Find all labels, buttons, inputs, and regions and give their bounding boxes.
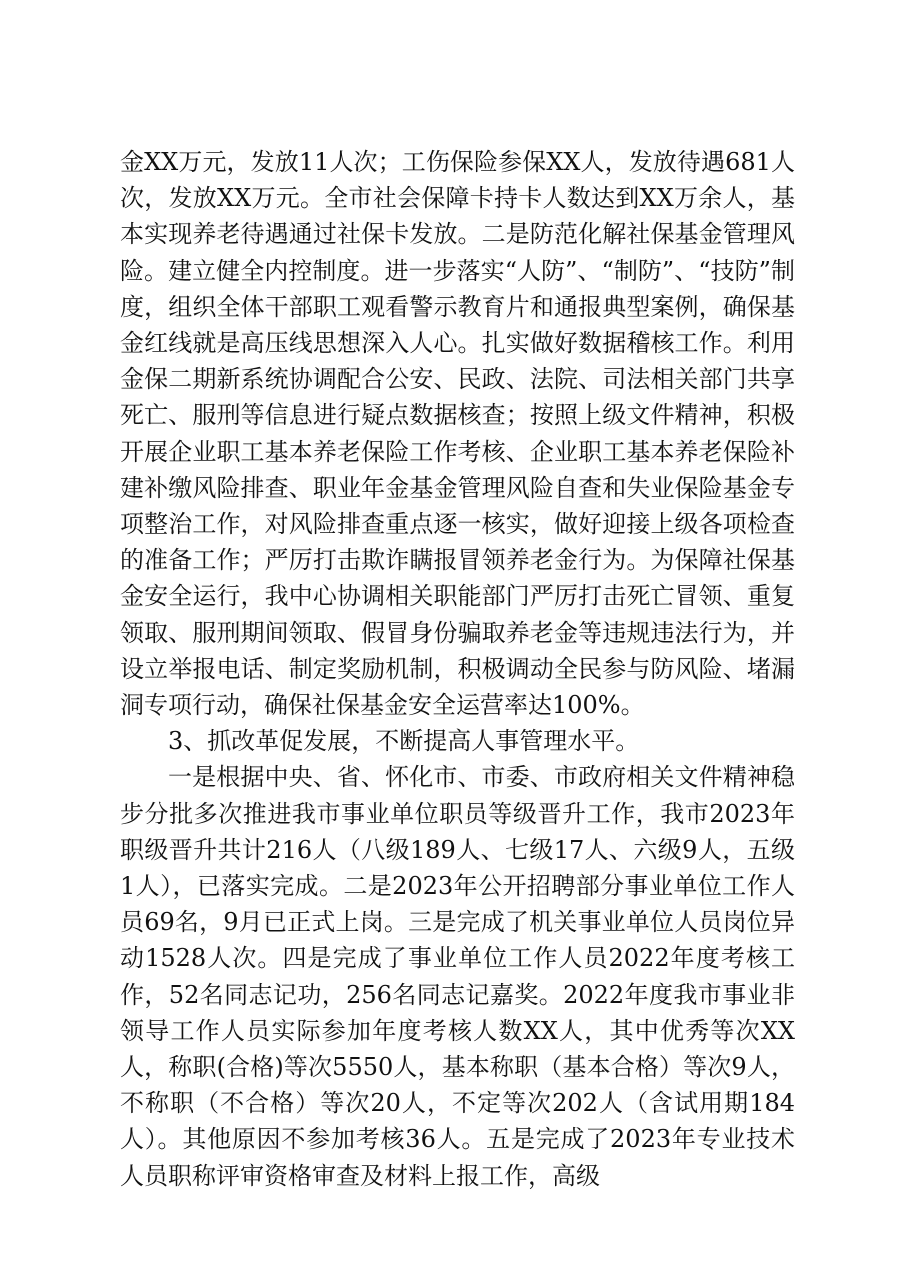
document-body: [120, 144, 795, 1194]
paragraph-personnel-management: 一是根据中央、省、怀化市、市委、市政府相关文件精神稳步分批多次推进我市事业单位职员等级晋升工作，我市2023年职级晋升共计216人（八级189人、七级17人、六级9人，五级1人），已落实完成。二是2023年公开招聘部分事业单位工作人员69名，9月已正式上岗。三是完成了机关事业单位人员岗位异动1528人次。四是完成了事业单位工作人员2022年度考核工作，52名同志记功，256名同志记嘉奖。2022年度我市事业非领导工作人员实际参加年度考核人数XX人，其中优秀等次XX人，称职(合格)等次5550人，基本称职（基本合格）等次9人，不称职（不合格）等次20人，不定等次202人（含试用期184人）。其他原因不参加考核36人。五是完成了2023年专业技术人员职称评审资格审查及材料上报工作，高级: [120, 763, 795, 1190]
section-heading-personnel-reform: 3、抓改革促发展，不断提高人事管理水平。: [168, 727, 640, 756]
paragraph-social-security-fund: 金XX万元，发放11人次；工伤保险参保XX人，发放待遇681人次，发放XX万元。全市社会保障卡持卡人数达到XX万余人，基本实现养老待遇通过社保卡发放。二是防范化解社保基金管理风险。建立健全内控制度。进一步落实“人防”、“制防”、“技防”制度，组织全体干部职工观看警示教育片和通报典型案例，确保基金红线就是高压线思想深入人心。扎实做好数据稽核工作。利用金保二期新系统协调配合公安、民政、法院、司法相关部门共享死亡、服刑等信息进行疑点数据核查；按照上级文件精神，积极开展企业职工基本养老保险工作考核、企业职工基本养老保险补建补缴风险排查、职业年金基金管理风险自查和失业保险基金专项整治工作，对风险排查重点逐一核实，做好迎接上级各项检查的准备工作；严厉打击欺诈瞒报冒领养老金行为。为保障社保基金安全运行，我中心协调相关职能部门严厉打击死亡冒领、重复领取、服刑期间领取、假冒身份骗取养老金等违规违法行为，并设立举报电话、制定奖励机制，积极调动全民参与防风险、堵漏洞专项行动，确保社保基金安全运营率达100%。: [120, 148, 795, 720]
